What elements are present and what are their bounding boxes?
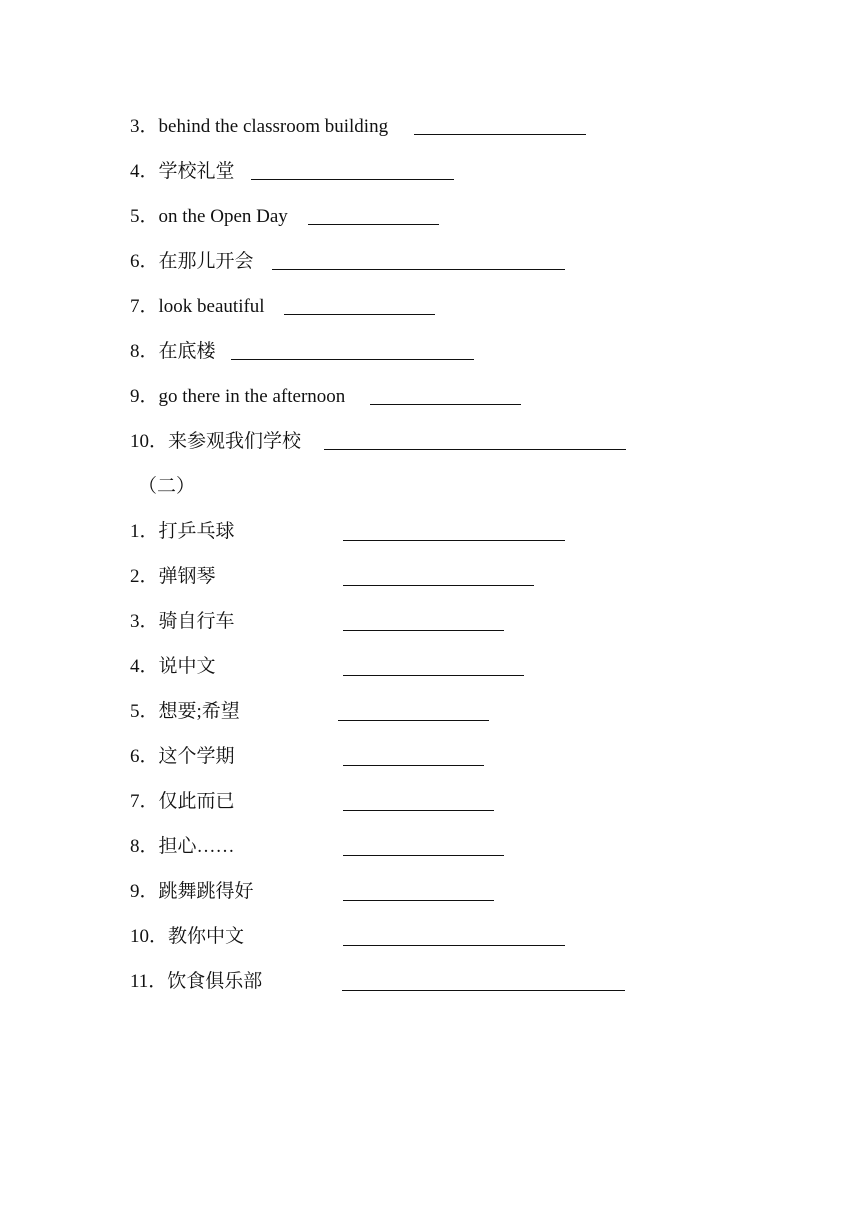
item-prompt: behind the classroom building	[158, 116, 389, 137]
answer-blank[interactable]	[251, 179, 454, 180]
exercise-item	[130, 157, 235, 187]
item-prompt: 担心……	[158, 836, 235, 857]
item-number: 3．	[130, 611, 159, 632]
exercise-item	[130, 202, 288, 232]
exercise-item	[130, 742, 235, 772]
item-prompt: 说中文	[158, 656, 216, 677]
exercise-item	[130, 787, 235, 817]
item-number: 5．	[130, 206, 159, 227]
item-number: 7．	[130, 296, 159, 317]
answer-blank[interactable]	[231, 359, 474, 360]
exercise-item	[130, 877, 254, 907]
item-number: 8．	[130, 836, 159, 857]
item-prompt: 在底楼	[158, 341, 216, 362]
item-number: 4．	[130, 656, 159, 677]
exercise-item	[130, 247, 254, 277]
answer-blank[interactable]	[324, 449, 626, 450]
item-prompt: 饮食俱乐部	[167, 971, 263, 992]
answer-blank[interactable]	[414, 134, 586, 135]
item-number: 3．	[130, 116, 159, 137]
item-prompt: 教你中文	[168, 926, 245, 947]
answer-blank[interactable]	[343, 810, 494, 811]
item-number: 4．	[130, 161, 159, 182]
item-number: 11．	[130, 971, 168, 992]
item-number: 2．	[130, 566, 159, 587]
answer-blank[interactable]	[343, 585, 534, 586]
exercise-item	[130, 292, 265, 322]
item-prompt: 学校礼堂	[158, 161, 235, 182]
answer-blank[interactable]	[343, 675, 524, 676]
item-prompt: 跳舞跳得好	[158, 881, 254, 902]
item-number: 10．	[130, 431, 169, 452]
exercise-item	[130, 112, 388, 142]
item-number: 9．	[130, 881, 159, 902]
exercise-item	[130, 967, 262, 997]
item-prompt: 弹钢琴	[158, 566, 216, 587]
item-number: 6．	[130, 251, 159, 272]
exercise-item	[130, 517, 235, 547]
item-number: 10．	[130, 926, 169, 947]
item-prompt: 骑自行车	[158, 611, 235, 632]
exercise-item	[130, 562, 216, 592]
item-number: 5．	[130, 701, 159, 722]
exercise-item	[130, 382, 345, 412]
exercise-item	[130, 427, 301, 457]
exercise-item	[130, 652, 216, 682]
answer-blank[interactable]	[343, 855, 504, 856]
exercise-item	[130, 697, 240, 727]
item-number: 9．	[130, 386, 159, 407]
exercise-item	[130, 337, 216, 367]
answer-blank[interactable]	[343, 630, 504, 631]
answer-blank[interactable]	[284, 314, 435, 315]
answer-blank[interactable]	[338, 720, 489, 721]
answer-blank[interactable]	[308, 224, 439, 225]
item-prompt: look beautiful	[158, 296, 265, 317]
exercise-item	[130, 607, 235, 637]
item-prompt: 仅此而已	[158, 791, 235, 812]
item-prompt: go there in the afternoon	[158, 386, 346, 407]
item-prompt: 打乒乓球	[158, 521, 235, 542]
answer-blank[interactable]	[343, 900, 494, 901]
item-prompt: 在那儿开会	[158, 251, 254, 272]
item-number: 8．	[130, 341, 159, 362]
section-heading: （二）	[138, 476, 196, 497]
exercise-item	[130, 832, 235, 862]
item-number: 1．	[130, 521, 159, 542]
item-number: 7．	[130, 791, 159, 812]
item-prompt: 想要;希望	[158, 701, 240, 722]
answer-blank[interactable]	[343, 540, 565, 541]
answer-blank[interactable]	[343, 765, 484, 766]
item-number: 6．	[130, 746, 159, 767]
exercise-item	[130, 922, 244, 952]
answer-blank[interactable]	[272, 269, 565, 270]
item-prompt: 这个学期	[158, 746, 235, 767]
item-prompt: 来参观我们学校	[168, 431, 302, 452]
answer-blank[interactable]	[343, 945, 565, 946]
answer-blank[interactable]	[370, 404, 521, 405]
answer-blank[interactable]	[342, 990, 625, 991]
item-prompt: on the Open Day	[158, 206, 288, 227]
